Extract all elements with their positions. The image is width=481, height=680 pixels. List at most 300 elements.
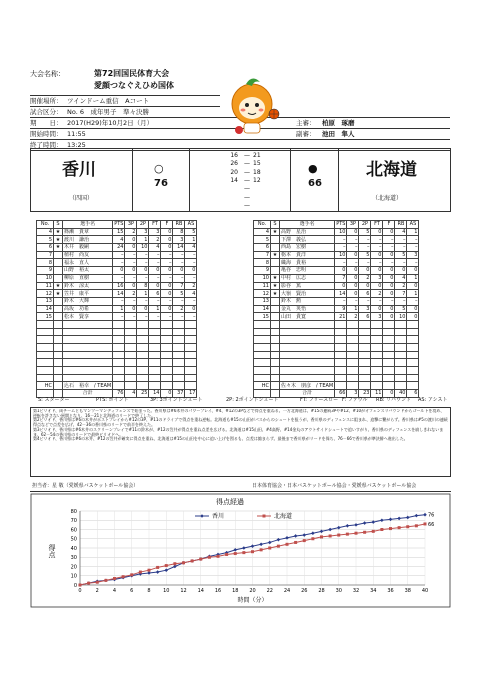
cell-p3: – [125, 313, 137, 321]
cell-name: 山田 貴寛 [280, 313, 335, 321]
legend-f: F: ファウル [342, 397, 368, 403]
cell-name: 佐々木 朋彦 / TEAM [281, 382, 334, 389]
column-header-as: AS [407, 221, 419, 229]
cell-no [254, 367, 271, 375]
player-row [37, 297, 197, 305]
cell-s [271, 328, 280, 336]
cell-as: 1 [407, 274, 419, 282]
cell-f: 0 [161, 282, 173, 290]
cell-p3: 0 [347, 290, 359, 298]
column-header-p2: 2P [359, 221, 371, 229]
cell-ft: 11 [371, 390, 383, 398]
umpire-label: 副審： [296, 130, 316, 138]
cell-rb [173, 336, 185, 344]
quarter-dash: — [244, 193, 250, 201]
x-tick-label: 36 [387, 588, 394, 594]
cell-p3: 0 [347, 274, 359, 282]
cell-pts: 0 [335, 282, 347, 290]
cell-as [407, 351, 419, 359]
cell-p2: 0 [137, 267, 149, 275]
column-header-rb: RB [173, 221, 185, 229]
cell-no [37, 351, 54, 359]
cell-f: 0 [383, 313, 395, 321]
legend-starter: S: スターター [38, 397, 70, 403]
player-row [37, 344, 197, 352]
cell-as: 0 [185, 267, 197, 275]
column-header-f: F [161, 221, 173, 229]
data-point [79, 584, 82, 587]
cell-rb: – [395, 244, 407, 252]
cell-no [254, 336, 271, 344]
cell-no: 6 [254, 244, 271, 252]
x-tick-label: 40 [421, 588, 429, 594]
cell-name: 福永 直人 [63, 259, 113, 267]
cell-s: ★ [54, 282, 63, 290]
cell-f: 0 [161, 236, 173, 244]
y-tick-label: 0 [73, 582, 77, 589]
cell-f [161, 336, 173, 344]
cell-name: 中村 広志 [280, 274, 335, 282]
home-box-score-table [36, 220, 197, 398]
cell-pts [335, 382, 347, 390]
cell-ft: 1 [149, 305, 161, 313]
game-report [33, 409, 448, 475]
cell-pts [113, 382, 125, 390]
cell-as: 0 [407, 305, 419, 313]
cell-f [161, 344, 173, 352]
data-point [225, 553, 228, 556]
data-point [191, 559, 194, 562]
cell-name [280, 320, 335, 328]
cell-f [161, 320, 173, 328]
cell-p2 [359, 351, 371, 359]
cell-f: 0 [383, 290, 395, 298]
cell-ft [149, 374, 161, 382]
cell-name [63, 351, 113, 359]
start-time: 11:55 [67, 130, 86, 138]
cell-p2: 6 [359, 313, 371, 321]
cell-name: 柳原 直樹 [63, 274, 113, 282]
cell-as: 3 [407, 251, 419, 259]
cell-p3 [347, 344, 359, 352]
player-row [37, 267, 197, 275]
cell-f [161, 382, 173, 390]
column-header-no: No. [254, 221, 271, 229]
x-tick-label: 24 [283, 588, 291, 594]
cell-rb: – [173, 297, 185, 305]
cell-p2: – [359, 259, 371, 267]
cell-rb: 7 [173, 282, 185, 290]
cell-p2: – [137, 274, 149, 282]
column-header-p3: 3P [347, 221, 359, 229]
cell-name: 篠瀬 貴章 [63, 228, 113, 236]
cell-p3: – [125, 297, 137, 305]
cell-rb [395, 351, 407, 359]
cell-p3 [347, 359, 359, 367]
cell-f: 0 [383, 274, 395, 282]
cell-no: HC [254, 382, 271, 390]
cell-s: ★ [54, 290, 63, 298]
cell-p3 [125, 359, 137, 367]
data-point [320, 535, 323, 538]
x-tick-label: 34 [370, 588, 377, 594]
cell-ft [371, 351, 383, 359]
data-point [199, 558, 202, 561]
cell-f [383, 382, 395, 390]
cell-pts: 0 [335, 267, 347, 275]
cell-s [54, 351, 63, 359]
legend-pts: PTS: ポイント [96, 397, 129, 403]
cell-pts: – [113, 274, 125, 282]
cell-p2: – [137, 251, 149, 259]
cell-rb [173, 374, 185, 382]
column-header-p3: 3P [125, 221, 137, 229]
cell-p2 [359, 344, 371, 352]
player-row [254, 374, 419, 382]
cell-pts [113, 359, 125, 367]
cell-s: ★ [271, 251, 280, 259]
column-header-s: S [54, 221, 63, 229]
cell-as [407, 374, 419, 382]
cell-name: 金丸 英悟 [280, 305, 335, 313]
cell-p3: 3 [347, 390, 359, 398]
reporter: 担当者：星 敬（愛媛県バスケットボール協会） [32, 483, 139, 489]
chart-title: 得点経過 [216, 498, 244, 506]
cell-no: 5 [254, 236, 271, 244]
player-row [37, 290, 197, 298]
cell-rb: 4 [395, 228, 407, 236]
cell-s [271, 320, 280, 328]
cell-f [383, 344, 395, 352]
cell-as: – [407, 297, 419, 305]
table-header-row [37, 221, 197, 229]
player-row [254, 236, 419, 244]
data-point [251, 550, 254, 553]
legend-as: AS: アシスト [418, 397, 448, 403]
y-tick-label: 40 [70, 545, 77, 552]
cell-p2: 5 [359, 251, 371, 259]
cell-s [271, 336, 280, 344]
cell-rb [395, 344, 407, 352]
column-header-name: 選手名 [63, 221, 113, 229]
cell-name: 西島 宏樹 [280, 244, 335, 252]
cell-as [185, 320, 197, 328]
cell-f [383, 328, 395, 336]
cell-f: 0 [161, 244, 173, 252]
cell-pts [113, 320, 125, 328]
cell-f [161, 374, 173, 382]
quarter-away-score: 12 [253, 176, 261, 184]
cell-p2 [137, 328, 149, 336]
cell-f: 0 [383, 390, 395, 398]
cell-as [185, 336, 197, 344]
data-point [122, 575, 125, 578]
player-row [254, 320, 419, 328]
cell-p2: – [137, 259, 149, 267]
cell-f: – [161, 251, 173, 259]
cell-as: 0 [407, 267, 419, 275]
cell-s [271, 236, 280, 244]
cell-pts: – [113, 313, 125, 321]
cell-p3: 2 [125, 290, 137, 298]
y-tick-label: 30 [70, 555, 77, 562]
tournament-name: 第72回国民体育大会 [94, 69, 170, 78]
cell-rb [395, 320, 407, 328]
cell-rb [395, 374, 407, 382]
cell-s [54, 305, 63, 313]
cell-pts: – [335, 236, 347, 244]
cell-p3 [347, 374, 359, 382]
cell-s [271, 359, 280, 367]
cell-no: 7 [37, 251, 54, 259]
cell-name: 鈴木 大輝 [63, 297, 113, 305]
cell-s [271, 382, 280, 390]
cell-f [161, 351, 173, 359]
cell-rb: 2 [173, 305, 185, 313]
y-tick-label: 50 [70, 536, 77, 543]
cell-p2: 23 [359, 390, 371, 398]
cell-f: – [161, 297, 173, 305]
cell-p2: – [137, 297, 149, 305]
cell-pts: – [113, 297, 125, 305]
cell-ft: 14 [149, 390, 161, 398]
cell-s [54, 374, 63, 382]
x-tick-label: 0 [78, 588, 82, 594]
x-tick-label: 2 [95, 588, 99, 594]
cell-s: ★ [271, 290, 280, 298]
cell-ft [371, 328, 383, 336]
cell-as [407, 359, 419, 367]
cell-rb: – [395, 259, 407, 267]
player-row [37, 251, 197, 259]
cell-p3: 0 [125, 236, 137, 244]
cell-no: HC [37, 382, 54, 390]
cell-p3: – [125, 251, 137, 259]
legend-label: 香川 [212, 513, 225, 520]
cell-p2: 6 [359, 290, 371, 298]
data-point [242, 551, 245, 554]
cell-p3: 1 [347, 305, 359, 313]
cell-p3: 0 [125, 282, 137, 290]
data-point [424, 522, 427, 525]
cell-as [407, 320, 419, 328]
cell-no [254, 351, 271, 359]
player-row [37, 367, 197, 375]
cell-no: 7 [254, 251, 271, 259]
cell-s [271, 351, 280, 359]
cell-as [185, 367, 197, 375]
data-point [380, 528, 383, 531]
cell-ft [371, 359, 383, 367]
cell-as: – [407, 244, 419, 252]
cell-no [254, 374, 271, 382]
data-point [346, 533, 349, 536]
cell-f: – [161, 313, 173, 321]
cell-p3 [347, 320, 359, 328]
cell-s [271, 267, 280, 275]
cell-ft [149, 344, 161, 352]
report-q2: 第2ピリオド、香川県は#6の木井がポストプレイから#12の3P、#11のドライブで得点を重ね逆転。北海道も#15の山田がパスからのシュートを狙うが、香川県のディフェンスに阻まれ、追撃に繋がらず。香川県は#5の渡川の連続得点などで点差を広げ、42－36の香川県のリードで前半を終えた。 [33, 417, 448, 428]
cell-s [54, 313, 63, 321]
y-tick-label: 10 [70, 573, 77, 580]
x-tick-label: 6 [130, 588, 134, 594]
cell-as: 1 [407, 228, 419, 236]
cell-rb: 8 [173, 228, 185, 236]
cell-p3: – [347, 236, 359, 244]
cell-pts: 21 [335, 313, 347, 321]
cell-p3: 4 [125, 390, 137, 398]
cell-p3: 2 [125, 228, 137, 236]
cell-p2: 10 [137, 244, 149, 252]
cell-ft: 0 [371, 251, 383, 259]
cell-p3: – [125, 274, 137, 282]
cell-p2: 1 [137, 290, 149, 298]
y-tick-label: 70 [70, 518, 77, 525]
player-row [37, 382, 197, 390]
cell-p3 [125, 320, 137, 328]
cell-pts [335, 367, 347, 375]
referee-name: 柏原 琢磨 [322, 119, 355, 127]
cell-ft [149, 320, 161, 328]
data-point [217, 555, 220, 558]
cell-name: 高坂 功希 [63, 305, 113, 313]
cell-pts: 1 [113, 305, 125, 313]
quarter-dash: — [244, 152, 250, 159]
cell-rb: 5 [395, 305, 407, 313]
cell-rb [395, 359, 407, 367]
away-region: （北海道） [372, 195, 403, 202]
player-row [37, 282, 197, 290]
player-row [254, 351, 419, 359]
cell-p2 [137, 367, 149, 375]
cell-p3 [125, 336, 137, 344]
x-tick-label: 8 [147, 588, 151, 594]
cell-ft: – [371, 236, 383, 244]
cell-as: – [185, 251, 197, 259]
data-point [398, 526, 401, 529]
cell-p3: 0 [347, 282, 359, 290]
cell-ft: 0 [371, 282, 383, 290]
data-point [303, 539, 306, 542]
column-header-no: No. [37, 221, 54, 229]
cell-as [185, 328, 197, 336]
cell-no: 5 [37, 236, 54, 244]
cell-p3 [125, 367, 137, 375]
cell-f [383, 320, 395, 328]
quarter-dash: — [244, 185, 250, 193]
player-row [254, 382, 419, 390]
legend-label: 北海道 [274, 513, 293, 520]
y-tick-label: 80 [70, 508, 77, 515]
cell-p3: – [347, 297, 359, 305]
cell-rb: 10 [395, 313, 407, 321]
cell-p3 [347, 382, 359, 390]
quarter-home-score: 26 [230, 160, 238, 168]
cell-s [54, 344, 63, 352]
cell-as: – [407, 259, 419, 267]
cell-rb: – [173, 313, 185, 321]
quarter-away-score: 18 [253, 168, 261, 176]
cell-pts [113, 367, 125, 375]
y-tick-label: 20 [70, 564, 77, 571]
data-point [165, 564, 168, 567]
cell-p2 [359, 374, 371, 382]
cell-pts: 14 [335, 290, 347, 298]
player-row [254, 274, 419, 282]
cell-name [63, 328, 113, 336]
cell-as [185, 351, 197, 359]
x-tick-label: 26 [301, 588, 308, 594]
home-team-name: 香川 [62, 160, 96, 180]
cell-f: 0 [161, 290, 173, 298]
cell-name [280, 344, 335, 352]
cell-no [37, 336, 54, 344]
quarter-away-score: 15 [253, 160, 261, 168]
cell-no: 11 [254, 282, 271, 290]
cell-no: 15 [37, 313, 54, 321]
cell-pts: 4 [113, 236, 125, 244]
cell-as: 6 [407, 390, 419, 398]
cell-ft [149, 382, 161, 390]
cell-rb: 37 [173, 390, 185, 398]
cell-p2: 0 [137, 305, 149, 313]
cell-no: 8 [254, 259, 271, 267]
cell-as: 17 [185, 390, 197, 398]
cell-s [271, 259, 280, 267]
cell-f: 0 [383, 282, 395, 290]
cell-ft: 3 [371, 313, 383, 321]
start-label: 開始時間： [30, 130, 63, 138]
player-row [37, 313, 197, 321]
cell-as: 4 [185, 290, 197, 298]
cell-s [271, 367, 280, 375]
cell-s: ★ [54, 228, 63, 236]
cell-as: – [185, 313, 197, 321]
cell-name: 織海 貴裕 [280, 259, 335, 267]
cell-pts: 7 [335, 274, 347, 282]
cell-as: – [185, 259, 197, 267]
cell-f: 0 [161, 228, 173, 236]
cell-pts: 24 [113, 244, 125, 252]
end-time: 13:25 [67, 141, 86, 149]
cell-rb [173, 359, 185, 367]
cell-name: 山野 裕太 [63, 267, 113, 275]
legend-3p: 3P: 3ポイントシュート [150, 397, 203, 403]
cell-rb: 4 [395, 274, 407, 282]
mascot-logo [228, 70, 284, 138]
cell-as: 0 [407, 313, 419, 321]
cell-ft [371, 374, 383, 382]
cell-p2 [137, 336, 149, 344]
data-point [156, 566, 159, 569]
cell-name [280, 328, 335, 336]
cell-pts [113, 374, 125, 382]
cell-p3: 0 [125, 267, 137, 275]
referee-label: 主審： [296, 119, 316, 127]
cell-f [383, 351, 395, 359]
cell-f: – [383, 236, 395, 244]
cell-p3: – [125, 259, 137, 267]
player-row [37, 244, 197, 252]
cell-as [185, 374, 197, 382]
cell-name: 木井 毅嗣 [63, 244, 113, 252]
cell-name [63, 336, 113, 344]
cell-name: 合計 [280, 390, 335, 398]
data-point [337, 534, 340, 537]
cell-p2 [137, 344, 149, 352]
cell-as [185, 382, 197, 390]
cell-p3 [347, 351, 359, 359]
